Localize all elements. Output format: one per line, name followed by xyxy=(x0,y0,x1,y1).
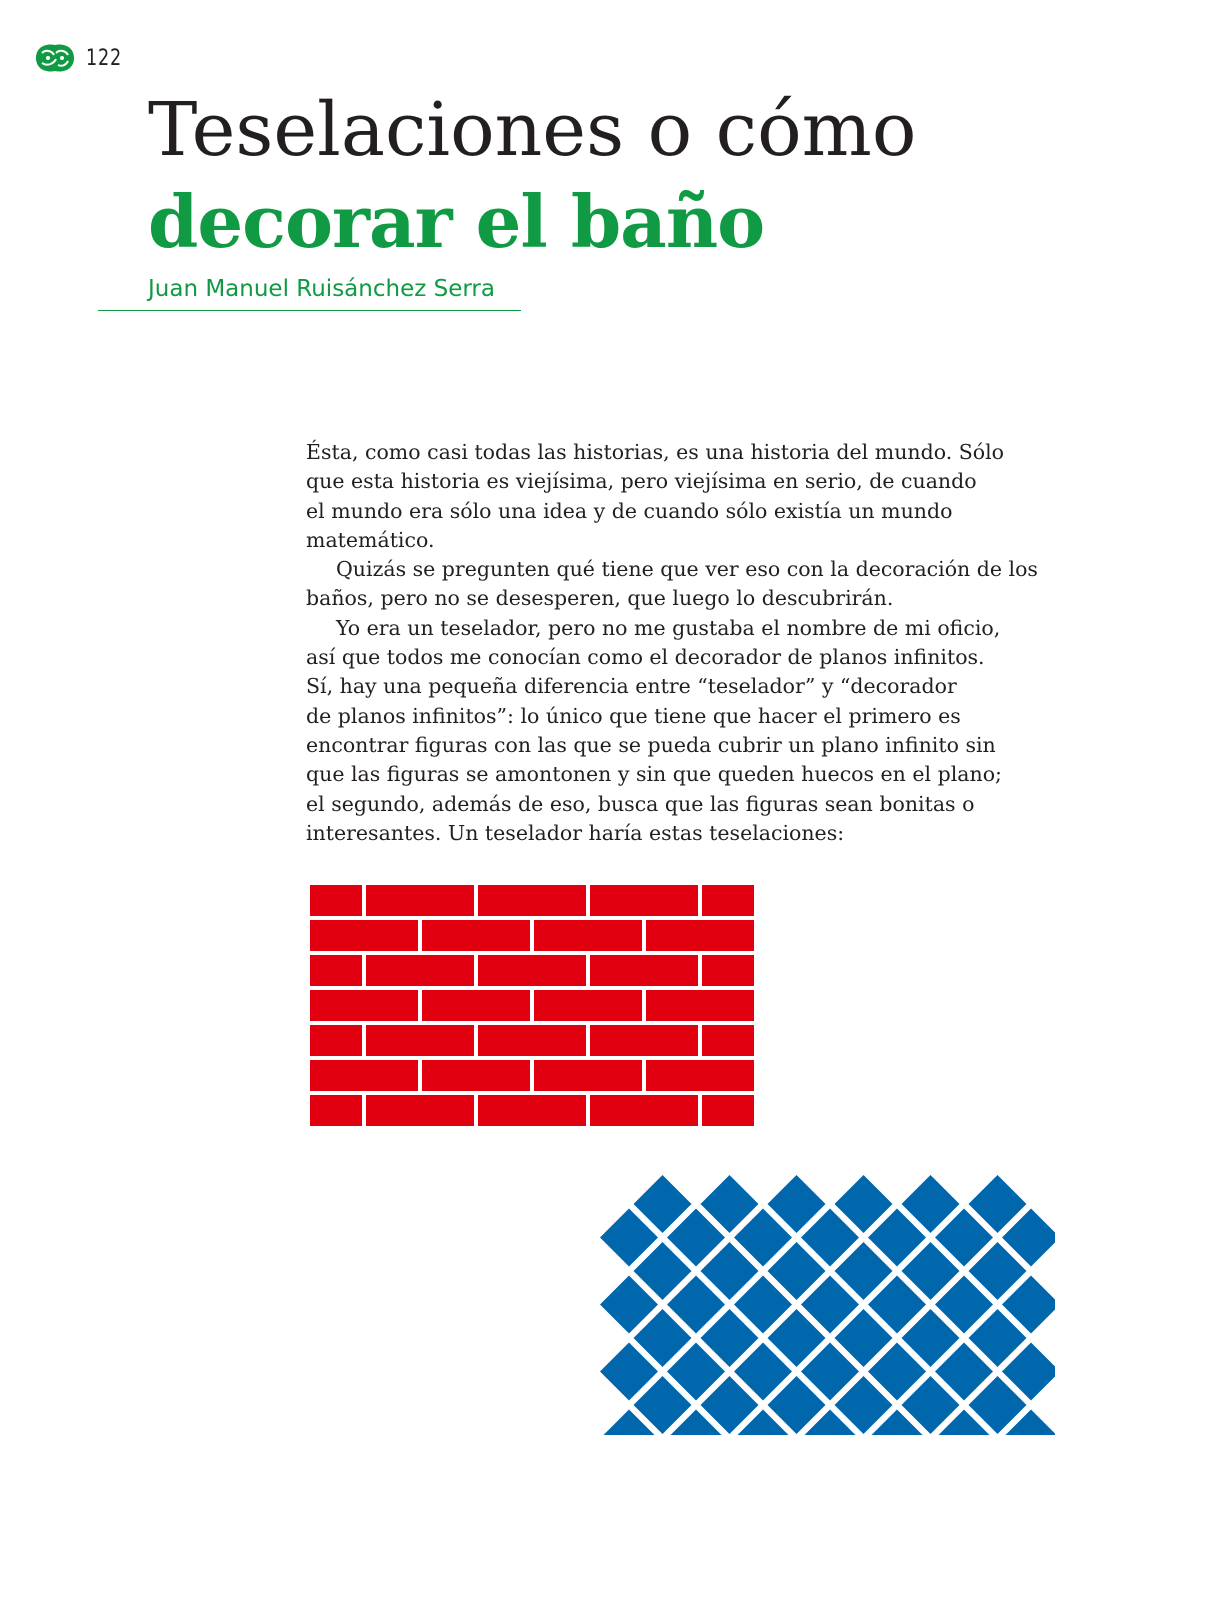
brick-tile xyxy=(534,990,642,1021)
brick-tile xyxy=(590,1025,698,1056)
diamond-tessellation-illustration xyxy=(600,1175,1055,1435)
body-line: interesantes. Un teselador haría estas teselaciones: xyxy=(306,820,845,845)
brick-tile xyxy=(422,990,530,1021)
brick-tile xyxy=(366,1025,474,1056)
brick-tile xyxy=(590,955,698,986)
body-line: Yo era un teselador, pero no me gustaba el nombre de mi oficio, xyxy=(336,615,1001,640)
brick-tile xyxy=(422,1060,530,1091)
brick-tile xyxy=(478,955,586,986)
body-line: que esta historia es viejísima, pero viejísima en serio, de cuando xyxy=(306,469,977,494)
body-line: de planos infinitos”: lo único que tiene que hacer el primero es xyxy=(306,703,961,728)
brick-tile xyxy=(310,885,362,916)
brick-tessellation-illustration xyxy=(310,885,754,1129)
brick-tile xyxy=(478,1095,586,1126)
author-name: Juan Manuel Ruisánchez Serra xyxy=(148,276,495,302)
brick-tile xyxy=(646,920,754,951)
paragraph-1 xyxy=(306,438,1066,555)
brick-tile xyxy=(310,1095,362,1126)
author-underline-rule xyxy=(98,310,521,311)
article-title-line-2: decorar el baño xyxy=(148,179,765,264)
body-line: el mundo era sólo una idea y de cuando sólo existía un mundo xyxy=(306,498,953,523)
brick-tile xyxy=(590,1095,698,1126)
brick-tile xyxy=(366,955,474,986)
brick-tile xyxy=(534,1060,642,1091)
green-ornament-logo-icon xyxy=(32,41,78,75)
brick-tile xyxy=(702,1025,754,1056)
body-line: Sí, hay una pequeña diferencia entre “teselador” y “decorador xyxy=(306,674,957,699)
brick-tile xyxy=(534,920,642,951)
brick-tile xyxy=(310,1060,418,1091)
body-line: el segundo, además de eso, busca que las figuras sean bonitas o xyxy=(306,791,975,816)
page-number: 122 xyxy=(86,45,122,71)
brick-tile xyxy=(310,990,418,1021)
body-line: baños, pero no se desesperen, que luego lo descubrirán. xyxy=(306,586,894,611)
brick-tile xyxy=(646,1060,754,1091)
brick-tile xyxy=(310,920,418,951)
brick-tile xyxy=(366,1095,474,1126)
body-line: matemático. xyxy=(306,527,435,552)
brick-tile xyxy=(646,990,754,1021)
body-line: así que todos me conocían como el decorador de planos infinitos. xyxy=(306,645,985,670)
brick-tile xyxy=(702,885,754,916)
brick-tile xyxy=(478,885,586,916)
paragraph-2 xyxy=(306,555,1066,614)
paragraph-3 xyxy=(306,614,1066,848)
brick-tile xyxy=(310,1025,362,1056)
body-line: que las figuras se amontonen y sin que queden huecos en el plano; xyxy=(306,762,1002,787)
article-body xyxy=(306,438,1066,848)
brick-tile xyxy=(366,885,474,916)
body-line: Quizás se pregunten qué tiene que ver eso con la decoración de los xyxy=(336,557,1038,582)
brick-tile xyxy=(422,920,530,951)
brick-tile xyxy=(590,885,698,916)
brick-tile xyxy=(478,1025,586,1056)
page-header xyxy=(32,38,131,78)
body-line: Ésta, como casi todas las historias, es una historia del mundo. Sólo xyxy=(306,440,1005,464)
brick-tile xyxy=(702,955,754,986)
article-title-line-1: Teselaciones o cómo xyxy=(148,87,917,173)
brick-tile xyxy=(702,1095,754,1126)
brick-tile xyxy=(310,955,362,986)
body-line: encontrar figuras con las que se pueda cubrir un plano infinito sin xyxy=(306,732,996,757)
